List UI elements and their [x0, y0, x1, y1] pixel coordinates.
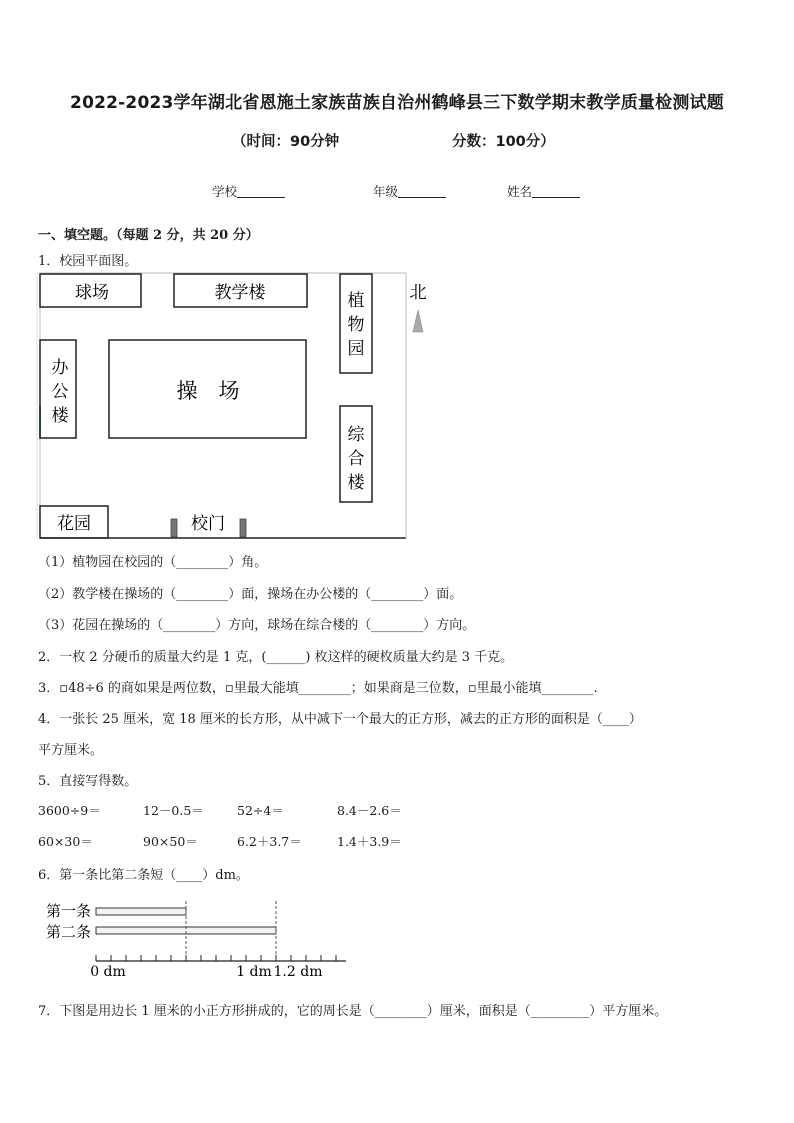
botanical-label-1: 植: [347, 291, 365, 311]
first-bar: [96, 908, 186, 915]
campus-map: [36, 270, 446, 542]
first-bar-label: 第一条: [46, 902, 92, 920]
complex-label-2: 合: [347, 449, 365, 469]
page-title: 2022-2023学年湖北省恩施土家族苗族自治州鹤峰县三下数学期末教学质量检测试题: [70, 93, 724, 113]
tick-label-0: 0 dm: [90, 964, 126, 980]
calc-item: 52÷4＝: [237, 803, 284, 818]
name-label: 姓名: [507, 184, 533, 199]
school-label: 学校: [212, 184, 238, 199]
playground-label: 操 场: [176, 379, 240, 403]
office-label-3: 楼: [51, 406, 69, 426]
second-bar-label: 第二条: [46, 923, 92, 941]
name-blank[interactable]: [532, 185, 580, 198]
school-blank[interactable]: [237, 185, 285, 198]
gate-label: 校门: [191, 514, 225, 534]
exam-time: （时间：90分钟: [232, 134, 340, 150]
question-3: 3．▫48÷6 的商如果是两位数，▫里最大能填________；如果商是三位数，▫里最小能填________.: [38, 681, 598, 696]
calc-item: 3600÷9＝: [38, 803, 101, 818]
grade-field[interactable]: [373, 182, 446, 200]
tick-label-1: 1 dm: [236, 964, 272, 980]
question-1-part-3: （3）花园在操场的（________）方向，球场在综合楼的（________）方向。: [38, 618, 476, 633]
calc-item: 60×30＝: [38, 834, 93, 849]
question-7: 7．下图是用边长 1 厘米的小正方形拼成的，它的周长是（________）厘米，面积是（_________）平方厘米。: [38, 1004, 668, 1019]
garden-label: 花园: [57, 514, 91, 534]
question-4-line-2: 平方厘米。: [38, 743, 104, 758]
calc-item: 1.4＋3.9＝: [337, 834, 402, 849]
tick-label-12: 1.2 dm: [273, 964, 323, 980]
office-label-2: 公: [51, 382, 69, 402]
teaching-building-label: 教学楼: [214, 283, 266, 303]
grade-blank[interactable]: [398, 185, 446, 198]
question-4-line-1: 4．一张长 25 厘米，宽 18 厘米的长方形，从中减下一个最大的正方形，减去的正方形的面积是（____）: [38, 712, 642, 727]
question-1-part-2: （2）教学楼在操场的（________）面，操场在办公楼的（________）面。: [38, 587, 463, 602]
name-field[interactable]: [507, 182, 580, 200]
section-heading: 一、填空题。（每题 2 分，共 20 分）: [38, 228, 259, 243]
ball-court-label: 球场: [75, 283, 109, 303]
school-field[interactable]: [212, 182, 285, 200]
question-6-stem: 6．第一条比第二条短（____）dm。: [38, 868, 249, 883]
question-5-stem: 5．直接写得数。: [38, 774, 138, 789]
botanical-label-3: 园: [347, 339, 365, 359]
calc-item: 8.4－2.6＝: [337, 803, 402, 818]
calc-item: 90×50＝: [143, 834, 198, 849]
calc-item: 12－0.5＝: [143, 803, 204, 818]
botanical-label-2: 物: [347, 315, 365, 335]
gate-post-right: [240, 519, 246, 537]
exam-score: 分数：100分）: [452, 134, 555, 150]
gate-post-left: [171, 519, 177, 537]
north-arrow-icon: [413, 310, 423, 332]
grade-label: 年级: [373, 184, 399, 199]
question-1-part-1: （1）植物园在校园的（________）角。: [38, 555, 268, 570]
calc-item: 6.2＋3.7＝: [237, 834, 302, 849]
length-comparison-figure: [40, 893, 360, 985]
question-2: 2．一枚 2 分硬币的质量大约是 1 克，(______) 枚这样的硬枚质量大约是 3 千克。: [38, 650, 514, 665]
question-1-stem: 1．校园平面图。: [38, 254, 138, 269]
ruler-ticks: [96, 955, 336, 961]
complex-label-3: 楼: [347, 473, 365, 493]
office-label-1: 办: [51, 358, 69, 378]
north-label: 北: [409, 283, 427, 303]
complex-label-1: 综: [347, 425, 365, 445]
